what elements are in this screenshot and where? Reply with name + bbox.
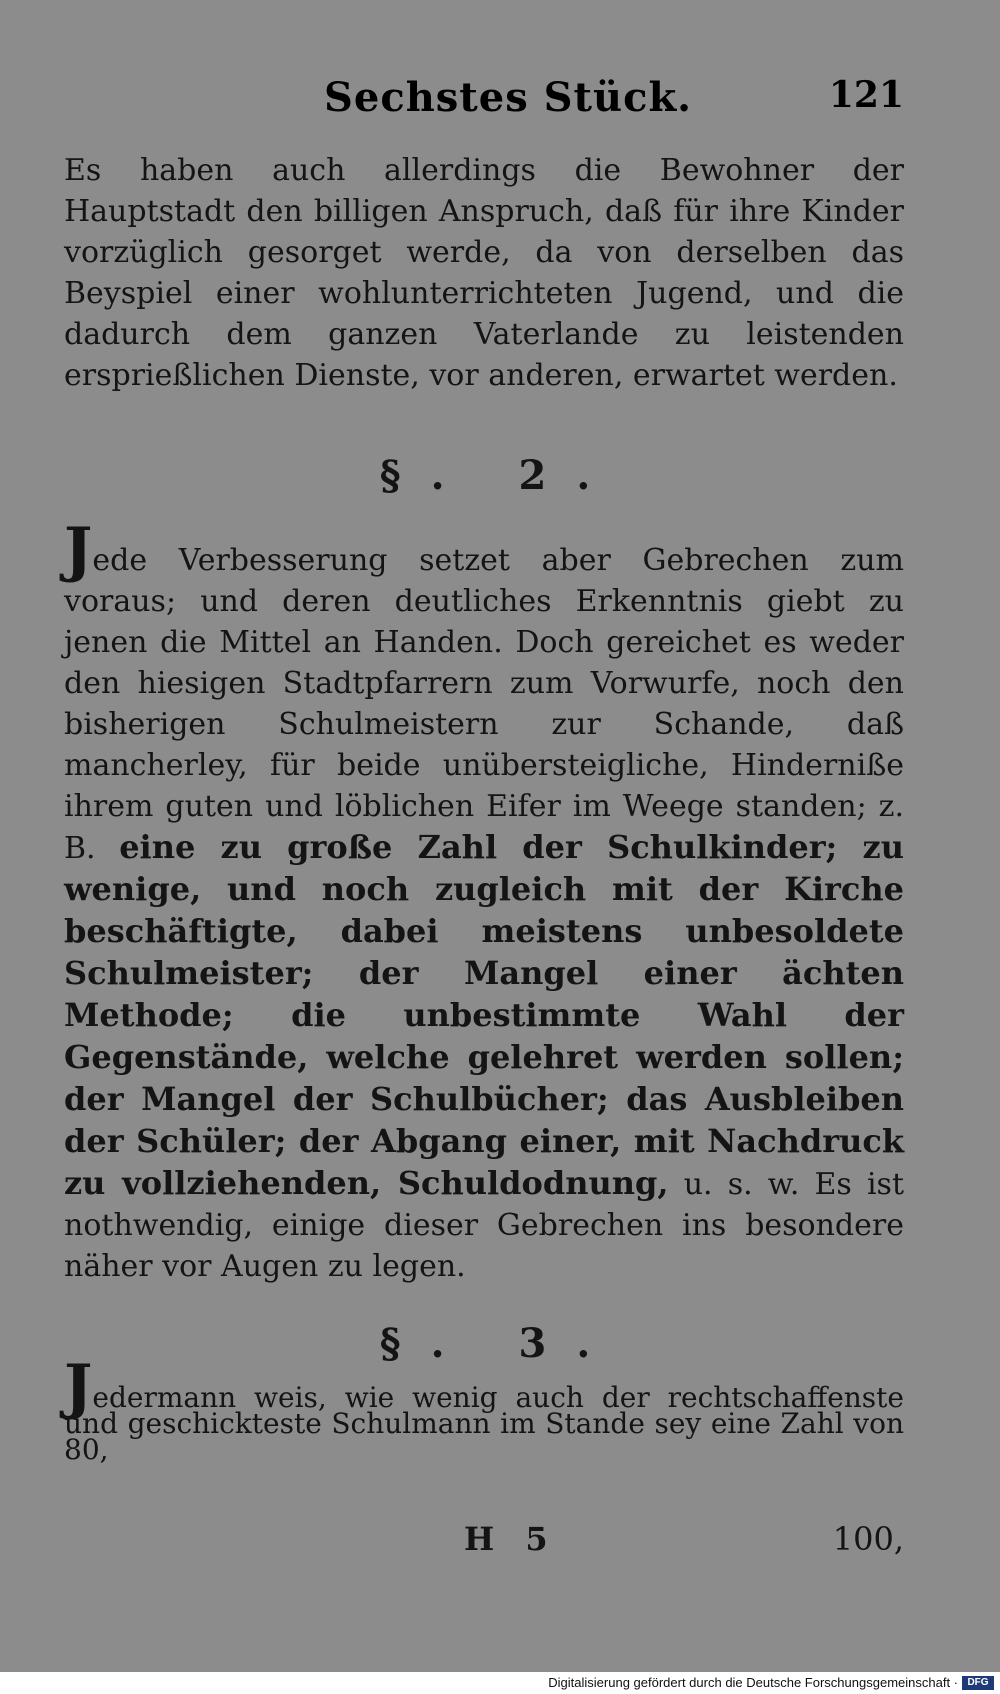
dropcap: J: [64, 515, 93, 585]
running-title: Sechstes Stück.: [324, 74, 693, 121]
section-mark-2: §. 2.: [379, 452, 621, 499]
section-2-block: [64, 515, 904, 1287]
section-3-text: [64, 1352, 904, 1466]
dropcap: J: [64, 1352, 93, 1422]
catchword: 100,: [832, 1520, 904, 1558]
credit-bar: [0, 1672, 1000, 1694]
section-2-emphasis: eine zu große Zahl der Schulkinder; zu wenige, und noch zugleich mit der Kirche beschäftigte, dabei meistens unbesoldete Schulmeister; der Mangel einer ächten Methode; die unbestimmte Wahl der Gegenstände, welche gelehret werden sollen; der Mangel der Schulbücher; das Ausbleiben der Schüler; der Abgang einer, mit Nachdruck zu vollziehenden, Schuldodnung,: [64, 828, 904, 1202]
section-3-paragraph: [64, 1352, 904, 1466]
continuation-paragraph: Es haben auch allerdings die Bewohner der Hauptstadt den billigen Anspruch, daß für ihre Kinder vorzüglich gesorget werde, da von derselben das Beyspiel einer wohlunterrichteten Jugend, und die dadurch dem ganzen Vaterlande zu leistenden ersprießlichen Dienste, vor anderen, erwartet werden.: [64, 153, 904, 393]
running-head: [64, 74, 904, 134]
page-footer: [64, 1520, 904, 1570]
section-3-intro: edermann weis, wie wenig auch der rechtschaffenste und geschickteste Schulmann im Stande sey eine Zahl von 80,: [64, 1381, 904, 1466]
continuation-paragraph-block: [64, 150, 904, 396]
section-2-intro: ede Verbesserung setzet aber Gebrechen zum voraus; und deren deutliches Erkenntnis giebt zu jenen die Mittel an Handen. Doch gereichet es weder den hiesigen Stadtpfarrern zum Vorwurfe, noch den bisherigen Schulmeistern zur Schande, daß mancherley, für beide unübersteigliche, Hinderniße ihrem guten und löblichen Eifer im Weege standen; z. B.: [64, 543, 904, 866]
credit-text: Digitalisierung gefördert durch die Deutsche Forschungsgemeinschaft ·: [548, 1675, 958, 1690]
signature-mark: H 5: [464, 1520, 558, 1558]
section-mark-3: §. 3.: [379, 1320, 621, 1367]
dfg-logo-icon: DFG: [962, 1676, 994, 1690]
section-2-outro: u. s. w. Es ist nothwendig, einige dieser Gebrechen ins besondere näher vor Augen zu legen.: [64, 1167, 904, 1284]
section-2-paragraph: [64, 515, 904, 1287]
page-number: 121: [828, 74, 904, 116]
